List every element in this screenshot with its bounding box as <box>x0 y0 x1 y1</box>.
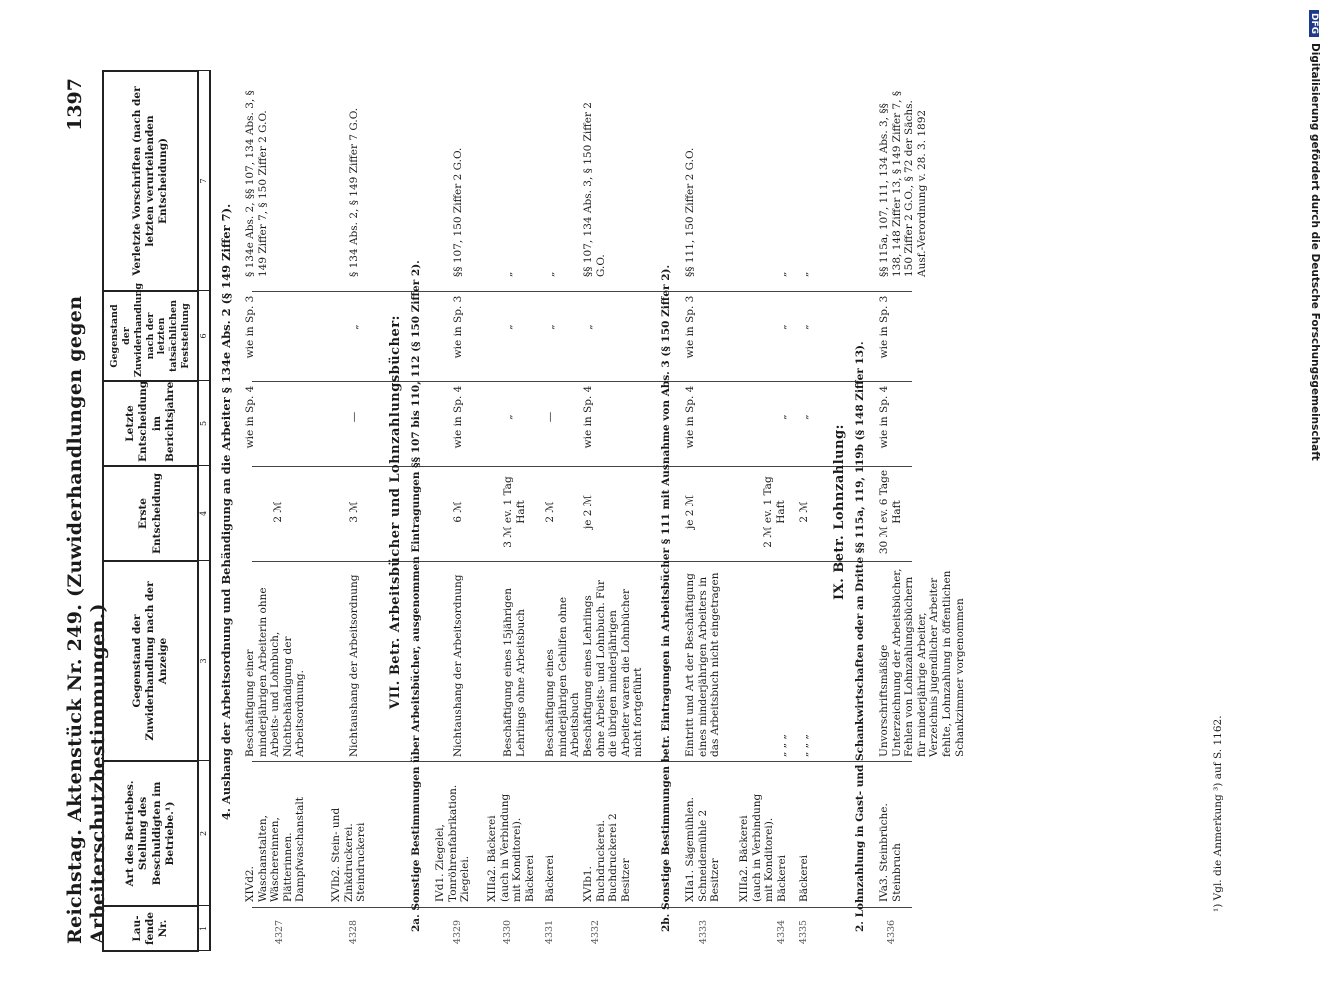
row-vorschriften: §§ 107, 134 Abs. 3, § 150 Ziffer 2 G.O. <box>582 102 607 277</box>
col-header-art: Art des Betriebes. Stellung des Beschuldigten im Betriebe.¹) <box>103 761 198 906</box>
col-header-erste: Erste Entscheidung <box>103 466 198 561</box>
col-header-gegenstand: Gegenstand der Zuwiderhandlung nach der Anzeige <box>103 561 198 761</box>
row-art: XVIb1. Buchdruckerei. Buchdruckerei 2 Besitzer <box>582 813 632 902</box>
row-erste: 3 ℳ <box>348 501 360 523</box>
row-erste: 30 ℳ ev. 6 Tage Haft <box>878 469 903 555</box>
row-gegenstand: „ „ „ <box>798 734 810 757</box>
row-gegenstand-letzte: „ <box>582 324 594 330</box>
row-gegenstand: Unvorschriftsmäßige Unterzeichnung der Arbeitsbücher, Fehlen von Lohnzahlungsbüchern für minderjährige Arbeiter, Verzeichnis jugendlicher Arbeiter fehlte, Lohnzahlung in öffentlichen Schankzimmer vorgenommen <box>878 568 966 757</box>
row-letzte: wie in Sp. 4 <box>244 385 256 449</box>
row-gegenstand: Nichtaushang der Arbeitsordnung <box>452 574 464 757</box>
row-number: 4335 <box>798 919 809 945</box>
row-letzte: wie in Sp. 4 <box>684 385 696 449</box>
row-number: 4327 <box>274 919 285 945</box>
row-letzte: — <box>544 411 556 423</box>
row-erste: 2 ℳ <box>272 501 284 523</box>
section-heading: IX. Betr. Lohnzahlung: <box>832 424 847 600</box>
digitization-credit-text: Digitalisierung gefördert durch die Deutsche Forschungsgemeinschaft <box>1309 43 1321 461</box>
row-gegenstand: Beschäftigung eines minderjährigen Gehilfen ohne Arbeitsbuch <box>544 596 582 757</box>
row-number: 4334 <box>776 919 787 945</box>
col-number: 1 <box>198 906 210 951</box>
col-number: 3 <box>198 561 210 761</box>
row-letzte: „ <box>776 414 788 420</box>
col-number: 5 <box>198 381 210 466</box>
col-number: 7 <box>198 71 210 291</box>
col-header-lfd-nr: Lau-fende Nr. <box>103 906 198 951</box>
row-letzte: „ <box>502 414 514 420</box>
column-header-table <box>102 70 211 952</box>
row-art: XVIb2. Stein- und Zinkdruckerei. Steindruckerei <box>330 807 368 902</box>
col-number: 2 <box>198 761 210 906</box>
row-gegenstand: Nichtaushang der Arbeitsordnung <box>348 574 360 757</box>
row-gegenstand-letzte: wie in Sp. 3 <box>244 295 256 359</box>
col-number: 6 <box>198 291 210 381</box>
row-vorschriften: §§ 107, 150 Ziffer 2 G.O. <box>452 147 464 277</box>
section-heading: 4. Aushang der Arbeitsordnung und Behändigung an die Arbeiter § 134e Abs. 2 (§ 149 Ziffer 7). <box>219 203 233 821</box>
row-vorschriften: § 134 Abs. 2, § 149 Ziffer 7 G.O. <box>348 107 360 277</box>
row-number: 4328 <box>348 919 359 945</box>
row-art: IVd1. Ziegelei, Tonröhrenfabrikation. Ziegelei. <box>434 784 472 902</box>
col-number: 4 <box>198 466 210 561</box>
row-vorschriften: „ <box>798 271 810 277</box>
row-gegenstand-letzte: „ <box>776 324 788 330</box>
row-gegenstand-letzte: „ <box>502 324 514 330</box>
row-gegenstand-letzte: wie in Sp. 3 <box>878 295 890 359</box>
row-art: XIIIa2. Bäckerei (auch in Verbindung mit Konditorei). Bäckerei <box>486 793 536 902</box>
section-heading: VII. Betr. Arbeitsbücher und Lohnzahlungsbücher: <box>388 315 403 709</box>
row-gegenstand-letzte: wie in Sp. 3 <box>684 295 696 359</box>
page-header <box>62 72 109 952</box>
row-gegenstand: Beschäftigung eines 15jährigen Lehrlings ohne Arbeitsbuch <box>502 588 527 757</box>
row-number: 4330 <box>502 919 513 945</box>
row-vorschriften: „ <box>776 271 788 277</box>
row-letzte: „ <box>798 414 810 420</box>
row-erste: je 2 ℳ <box>582 494 594 530</box>
row-vorschriften: „ <box>502 271 514 277</box>
row-gegenstand: Eintritt und Art der Beschäftigung eines minderjährigen Arbeiters in das Arbeitsbuch nicht eingetragen <box>684 572 722 757</box>
row-vorschriften: § 134e Abs. 2, §§ 107, 134 Abs. 3, § 149 Ziffer 7, § 150 Ziffer 2 G.O. <box>244 90 269 277</box>
row-art: XIIa1. Sägemühlen. Schneidemühle 2 Besitzer <box>684 797 722 902</box>
row-gegenstand: Beschäftigung eines Lehrlings ohne Arbeits- und Lohnbuch. Für die übrigen minderjährigen Arbeiter waren die Lohnbücher nicht fortgeführt <box>582 579 645 757</box>
row-erste: 2 ℳ <box>798 501 810 523</box>
row-letzte: wie in Sp. 4 <box>582 385 594 449</box>
row-gegenstand: Beschäftigung einer minderjährigen Arbeiterin ohne Arbeits- und Lohnbuch, Nichtbehändigung der Arbeitsordnung. <box>244 587 307 757</box>
row-erste: 2 ℳ <box>544 501 556 523</box>
row-number: 4332 <box>590 919 601 945</box>
row-art: IVa3. Steinbrüche. Steinbruch <box>878 803 903 902</box>
document-page <box>62 62 1242 952</box>
footnote: ¹) Vgl. die Anmerkung ³) auf S. 1162. <box>1212 715 1224 912</box>
row-vorschriften: §§ 111, 150 Ziffer 2 G.O. <box>684 147 696 277</box>
row-letzte: — <box>348 411 360 423</box>
row-gegenstand-letzte: „ <box>544 324 556 330</box>
row-art: Bäckerei <box>798 854 810 902</box>
row-erste: 2 ℳ ev. 1 Tag Haft <box>762 476 787 548</box>
row-erste: 6 ℳ <box>452 501 464 523</box>
digitization-credit <box>1301 10 1323 990</box>
section-subheading: 2. Lohnzahlung in Gast- und Schankwirtschaften oder an Dritte §§ 115a, 119, 119b (§ 148 Ziffer 13). <box>854 341 866 932</box>
col-header-vorschriften: Verletzte Vorschriften (nach der letzten verurteilenden Entscheidung) <box>103 71 198 291</box>
dfg-logo: DFG <box>1309 10 1319 37</box>
row-gegenstand-letzte: wie in Sp. 3 <box>452 295 464 359</box>
row-number: 4333 <box>698 919 709 945</box>
col-header-gegenstand-letzte: Gegenstand der Zuwiderhandlung nach der letzten tatsächlichen Feststellung <box>103 291 198 381</box>
page-number: 1397 <box>64 78 86 131</box>
row-erste: 3 ℳ ev. 1 Tag Haft <box>502 476 527 548</box>
row-number: 4329 <box>452 919 463 945</box>
row-number: 4331 <box>544 919 555 945</box>
section-subheading: 2a. Sonstige Bestimmungen über Arbeitsbücher, ausgenommen Eintragungen §§ 107 bis 110, 112 (§ 150 Ziffer 2). <box>410 260 422 932</box>
section-subheading: 2b. Sonstige Bestimmungen betr. Eintragungen in Arbeitsbücher § 111 mit Ausnahme von Abs. 3 (§ 150 Ziffer 2). <box>660 264 672 932</box>
row-gegenstand-letzte: „ <box>348 324 360 330</box>
row-art: XIIIa2. Bäckerei (auch in Verbindung mit Konditorei). Bäckerei <box>738 793 788 902</box>
row-art: XIVd2. Waschanstalten, Wäschereinnen, Plätterinnen. Dampfwaschanstalt <box>244 797 307 902</box>
row-letzte: wie in Sp. 4 <box>452 385 464 449</box>
row-gegenstand-letzte: „ <box>798 324 810 330</box>
page-title: Reichstag. Aktenstück Nr. 249. (Zuwiderhandlungen gegen Arbeiterschutzbestimmungen.) <box>64 295 109 944</box>
row-erste: je 2 ℳ <box>684 494 696 530</box>
row-gegenstand: „ „ „ <box>776 734 788 757</box>
row-number: 4336 <box>886 919 897 945</box>
row-art: Bäckerei <box>544 854 556 902</box>
col-header-letzte: Letzte Entscheidung im Berichtsjahre <box>103 381 198 466</box>
row-vorschriften: §§ 115a, 107, 111, 134 Abs. 3, §§ 138, 148 Ziffer 13, § 149 Ziffer 7, § 150 Ziffer 2 G.O., § 72 der Sächs. Ausf.-Verordnung v. 28. 3. 1892 <box>878 90 928 277</box>
row-vorschriften: „ <box>544 271 556 277</box>
row-letzte: wie in Sp. 4 <box>878 385 890 449</box>
